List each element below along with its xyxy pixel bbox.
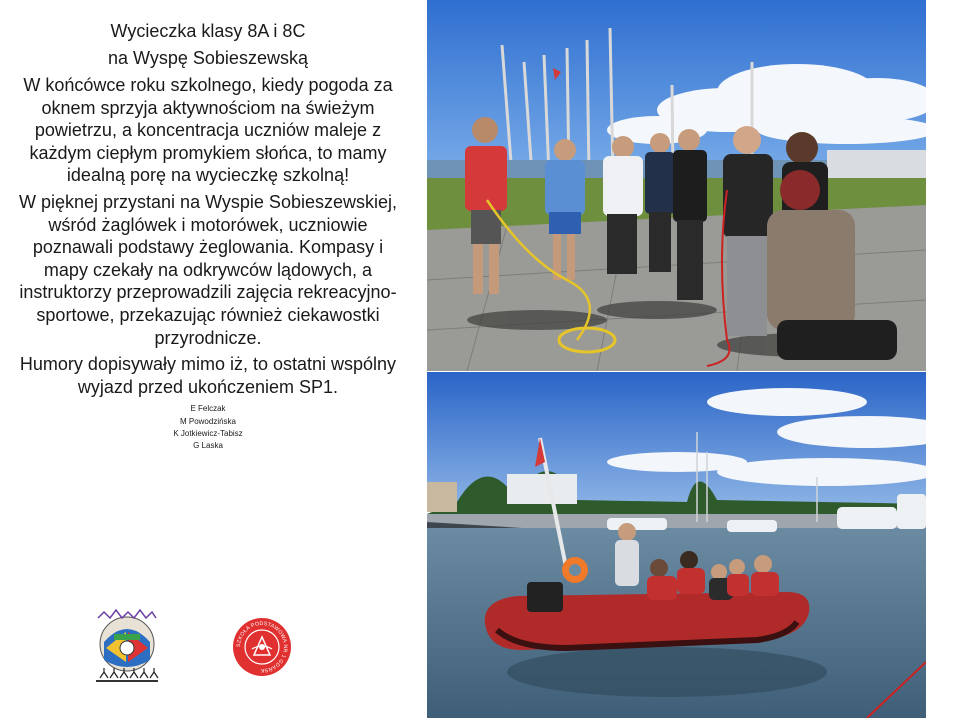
credit-line: E Felczak [190,404,226,414]
credit-line: M Powodzińska [179,416,237,426]
title-line-2: na Wyspę Sobieszewską [108,48,308,68]
paragraph-2: W pięknej przystani na Wyspie Sobieszewskiej, wśród żaglówek i motorówek, uczniowie poznawali podstawy żeglowania. Kompasy i mapy czekały na odkrywców lądowych, a instruktorzy przeprowadzili zajęcia rekreacyjno-sportowe, przekazując również ciekawostki przyrodnicze. [19,191,397,348]
credit-line: G Laska [193,440,223,450]
author-credits [12,403,404,452]
paragraph-1: W końcówce roku szkolnego, kiedy pogoda za oknem sprzyja aktywnościom na świeżym powietrzu, a koncentracja uczniów maleje z każdym ciepłym promykiem słońca, to mamy idealną porę na wycieczkę szkolną! [23,75,393,186]
stamp-ring-text: SZKOŁA PODSTAWOWA NR 1 GDAŃSK [235,620,289,674]
credit-line: K Jotkiewicz-Tabisz [173,428,243,438]
photo-inflatable-boat [427,372,926,718]
school-stamp-logo [232,617,292,677]
paragraph-3: Humory dopisywały mimo iż, to ostatni wspólny wyjazd przed ukończeniem SP1. [19,354,397,397]
school-emblem-logo [92,604,162,690]
article-text [12,18,404,452]
photo-students-sailing-ropes [427,0,926,371]
title-line-1: Wycieczka klasy 8A i 8C [110,21,306,41]
